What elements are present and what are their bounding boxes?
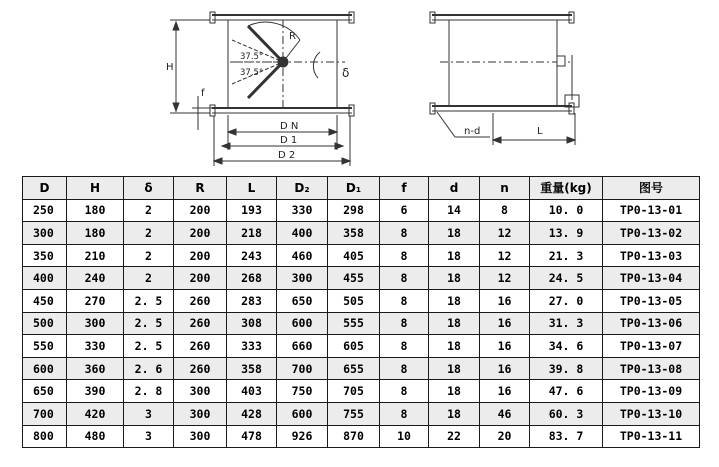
table-cell: 8 [380,289,429,312]
table-cell: 16 [480,357,530,380]
table-cell: 8 [380,312,429,335]
label-L: L [537,126,543,137]
table-cell: 18 [429,222,480,245]
table-cell: 14 [429,199,480,222]
table-cell: 8 [380,357,429,380]
table-cell: 83. 7 [530,425,603,448]
table-cell: 180 [67,199,124,222]
table-cell: 455 [328,267,380,290]
table-cell: 10 [380,425,429,448]
table-cell: 390 [67,380,124,403]
table-cell: 260 [174,335,227,358]
table-cell: 360 [67,357,124,380]
table-cell: 13. 9 [530,222,603,245]
table-cell: 200 [174,267,227,290]
table-cell: 926 [277,425,328,448]
table-cell: 600 [23,357,67,380]
header-cell: D [23,177,67,200]
table-cell: 18 [429,244,480,267]
table-cell: 460 [277,244,328,267]
table-cell: 308 [227,312,277,335]
table-cell: TP0-13-07 [603,335,700,358]
table-cell: 330 [277,199,328,222]
header-cell: 重量(kg) [530,177,603,200]
table-cell: 218 [227,222,277,245]
label-delta: δ [342,66,350,80]
table-cell: 16 [480,312,530,335]
table-cell: 700 [23,402,67,425]
label-R: R [289,31,296,42]
table-cell: 660 [277,335,328,358]
label-D1: D 1 [280,135,298,146]
table-cell: 298 [328,199,380,222]
table-cell: TP0-13-04 [603,267,700,290]
table-cell: 243 [227,244,277,267]
table-cell: 3 [124,402,174,425]
table-cell: 20 [480,425,530,448]
table-cell: 450 [23,289,67,312]
header-row [23,177,700,200]
header-cell: f [380,177,429,200]
table-cell: 2 [124,199,174,222]
header-cell: H [67,177,124,200]
table-row [23,244,700,267]
table-cell: 268 [227,267,277,290]
table-cell: 12 [480,222,530,245]
table-cell: 210 [67,244,124,267]
table-row [23,335,700,358]
table-cell: 31. 3 [530,312,603,335]
table-cell: 24. 5 [530,267,603,290]
table-cell: 8 [380,244,429,267]
table-cell: 600 [277,312,328,335]
table-cell: TP0-13-03 [603,244,700,267]
table-cell: 8 [380,222,429,245]
table-cell: 655 [328,357,380,380]
table-cell: 358 [328,222,380,245]
table-cell: 8 [380,267,429,290]
table-cell: 46 [480,402,530,425]
table-cell: 403 [227,380,277,403]
table-cell: 60. 3 [530,402,603,425]
table-cell: 27. 0 [530,289,603,312]
table-cell: 250 [23,199,67,222]
table-cell: 8 [380,335,429,358]
table-cell: 300 [23,222,67,245]
table-cell: 400 [23,267,67,290]
table-cell: 550 [23,335,67,358]
table-cell: 8 [380,380,429,403]
table-cell: 12 [480,244,530,267]
header-cell: L [227,177,277,200]
table-cell: 333 [227,335,277,358]
table-cell: 18 [429,357,480,380]
table-cell: 2. 5 [124,312,174,335]
header-cell: d [429,177,480,200]
table-row [23,289,700,312]
table-cell: 300 [277,267,328,290]
table-cell: 18 [429,380,480,403]
table-cell: TP0-13-02 [603,222,700,245]
table-cell: TP0-13-01 [603,199,700,222]
table-cell: 2 [124,267,174,290]
table-cell: 12 [480,267,530,290]
table-cell: 283 [227,289,277,312]
table-cell: 21. 3 [530,244,603,267]
table-cell: 22 [429,425,480,448]
header-cell: n [480,177,530,200]
table-cell: 350 [23,244,67,267]
table-row [23,357,700,380]
table-cell: 18 [429,289,480,312]
header-cell: δ [124,177,174,200]
table-row [23,312,700,335]
table-cell: 600 [277,402,328,425]
table-cell: 260 [174,312,227,335]
table-cell: 18 [429,402,480,425]
table-cell: 3 [124,425,174,448]
table-cell: 39. 8 [530,357,603,380]
table-cell: 2 [124,244,174,267]
table-cell: 34. 6 [530,335,603,358]
table-cell: 500 [23,312,67,335]
label-f: f [201,88,205,99]
header-cell: D₁ [328,177,380,200]
table-cell: 650 [277,289,328,312]
table-cell: 200 [174,222,227,245]
table-cell: 10. 0 [530,199,603,222]
table-cell: 6 [380,199,429,222]
technical-drawing [0,0,719,175]
table-cell: 200 [174,199,227,222]
table-cell: 2. 8 [124,380,174,403]
table-cell: 330 [67,335,124,358]
table-cell: 300 [174,402,227,425]
table-cell: 405 [328,244,380,267]
table-cell: TP0-13-10 [603,402,700,425]
table-cell: 260 [174,357,227,380]
table-cell: 358 [227,357,277,380]
header-cell: D₂ [277,177,328,200]
table-cell: TP0-13-09 [603,380,700,403]
table-cell: 180 [67,222,124,245]
table-cell: 755 [328,402,380,425]
table-cell: TP0-13-05 [603,289,700,312]
table-cell: 750 [277,380,328,403]
table-cell: 18 [429,335,480,358]
table-row [23,222,700,245]
table-cell: 240 [67,267,124,290]
table-cell: 800 [23,425,67,448]
table-row [23,380,700,403]
table-cell: 555 [328,312,380,335]
table-cell: 300 [174,425,227,448]
table-cell: 270 [67,289,124,312]
table-cell: 2. 5 [124,335,174,358]
table-cell: TP0-13-06 [603,312,700,335]
table-cell: 2. 6 [124,357,174,380]
header-cell: R [174,177,227,200]
table-cell: 400 [277,222,328,245]
table-cell: TP0-13-08 [603,357,700,380]
label-H: H [166,62,174,73]
table-row [23,402,700,425]
table-cell: 8 [480,199,530,222]
table-cell: 260 [174,289,227,312]
label-n-d: n-d [464,126,481,137]
table-cell: 700 [277,357,328,380]
table-cell: 420 [67,402,124,425]
header-cell: 图号 [603,177,700,200]
table-row [23,267,700,290]
table-cell: 2 [124,222,174,245]
label-angle-bottom: 37.5° [240,68,264,78]
table-cell: 16 [480,289,530,312]
table-cell: 505 [328,289,380,312]
label-DN: D N [280,121,299,132]
table-cell: 605 [328,335,380,358]
table-cell: 480 [67,425,124,448]
table-cell: 18 [429,312,480,335]
table-cell: TP0-13-11 [603,425,700,448]
table-header [23,177,700,200]
label-angle-top: 37.5° [240,52,264,62]
table-body [23,199,700,448]
table-cell: 200 [174,244,227,267]
table-cell: 193 [227,199,277,222]
table-cell: 300 [174,380,227,403]
table-cell: 478 [227,425,277,448]
table-cell: 650 [23,380,67,403]
table-cell: 16 [480,380,530,403]
table-cell: 16 [480,335,530,358]
table-cell: 428 [227,402,277,425]
table-cell: 47. 6 [530,380,603,403]
spec-table [22,176,700,448]
table-cell: 18 [429,267,480,290]
table-cell: 2. 5 [124,289,174,312]
table-cell: 8 [380,402,429,425]
table-row [23,425,700,448]
table-row [23,199,700,222]
table-cell: 300 [67,312,124,335]
label-D2: D 2 [278,150,296,161]
table-cell: 870 [328,425,380,448]
table-cell: 705 [328,380,380,403]
